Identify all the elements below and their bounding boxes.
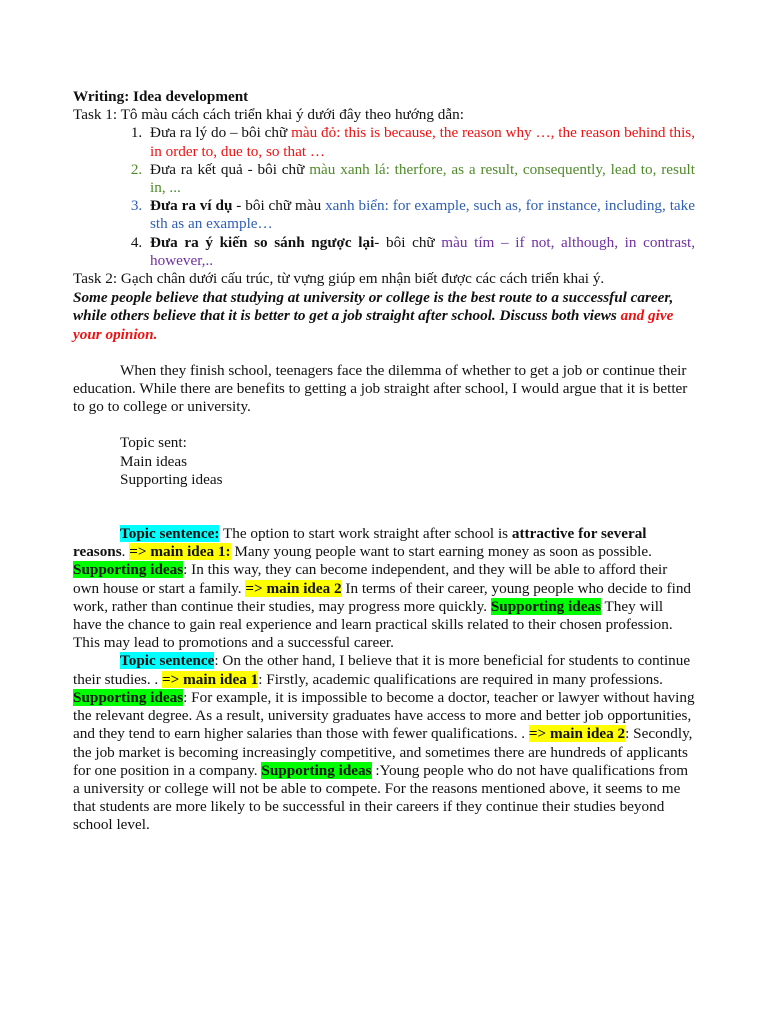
color-guide-list (73, 124, 695, 270)
document-content (73, 88, 695, 835)
item-lead: - bôi chữ màu (232, 197, 326, 215)
prompt-red: and give your opinion. (73, 307, 674, 343)
item-colored-text: màu tím – if not, although, in contrast, however,.. (150, 233, 695, 269)
task2-instruction: Task 2: Gạch chân dưới cấu trúc, từ vựng giúp em nhận biết được các cách triển khai ý. (73, 270, 605, 288)
main-idea-label: => main idea 1 (162, 670, 259, 688)
note-line: Topic sent: (120, 434, 187, 452)
item-colored-text: màu xanh lá: therfore, as a result, consequently, lead to, result in, ... (150, 160, 695, 197)
list-item-reason (146, 124, 695, 160)
notes-block (73, 434, 695, 489)
intro-paragraph: When they finish school, teenagers face the dilemma of whether to get a job or continue their education. While there are benefits to getting a job straight after school, I would argue that it is better to go to college or university. (73, 361, 688, 416)
document-title: Writing: Idea development (73, 88, 249, 105)
topic-sentence-label: Topic sentence: (120, 525, 220, 543)
list-item-example (146, 197, 695, 233)
supporting-ideas-label: Supporting ideas (490, 597, 601, 615)
item-lead-bold: Đưa ra ví dụ (150, 197, 233, 215)
note-line: Supporting ideas (120, 470, 223, 488)
item-lead-bold: Đưa ra ý kiến so sánh ngược lại (150, 233, 375, 251)
prompt-main: Some people believe that studying at university or college is the best route to a successful career, while others believe that it is better to get a job straight after school. Discuss both views (73, 289, 674, 325)
list-item-result (146, 161, 695, 197)
supporting-ideas-label: Supporting ideas (73, 688, 184, 706)
note-line: Main ideas (120, 452, 188, 470)
supporting-ideas-label: Supporting ideas (73, 561, 184, 579)
main-idea-label: => main idea 2 (245, 579, 342, 597)
task1-instruction: Task 1: Tô màu cách cách triển khai ý dưới đây theo hướng dẫn: (73, 106, 464, 124)
item-lead: Đưa ra kết quả - bôi chữ (150, 160, 310, 178)
main-idea-label: => main idea 1: (129, 543, 231, 561)
body-paragraph-1: Topic sentence: The option to start work straight after school is attractive for several reasons. => main idea 1: Many young people want to start earning money as soon as possible. Supporting ideas: In this way, they can become independent, and they will be able to afford their own house or start a family. => main idea 2 In terms of their career, young people who decide to find work, rather than continue their studies, may progress more quickly. Supporting ideas They will have the chance to gain real experience and learn practical skills related to their chosen profession. This may lead to promotions and a successful career. (73, 525, 692, 652)
item-colored-text: màu đỏ: this is because, the reason why …, the reason behind this, in order to, due to, so that … (150, 124, 695, 160)
essay-prompt (73, 289, 695, 344)
item-colored-text: xanh biển: for example, such as, for instance, including, take sth as an example… (150, 197, 695, 233)
main-idea-label: => main idea 2 (528, 725, 626, 743)
topic-sentence-label: Topic sentence (120, 652, 215, 670)
item-lead: Đưa ra lý do – bôi chữ (150, 124, 292, 142)
supporting-ideas-label: Supporting ideas (261, 761, 372, 779)
body-paragraph-2: Topic sentence: On the other hand, I believe that it is more beneficial for students to continue their studies. . => main idea 1: Firstly, academic qualifications are required in many professions. Supporting ideas: For example, it is impossible to become a doctor, teacher or lawyer without having the relevant degree. As a result, university graduates have access to more and better job opportunities, and they tend to earn higher salaries than those with fewer qualifications. . => main idea 2: Secondly, the job market is becoming increasingly competitive, and sometimes there are hundreds of applicants for one position in a company. Supporting ideas :Young people who do not have qualifications from a university or college will not be able to compete. For the reasons mentioned above, it seems to me that students are more likely to be successful in their careers if they continue their studies beyond school level. (73, 652, 695, 834)
list-item-contrast (146, 234, 695, 270)
key-phrase: attractive for several reasons (73, 525, 647, 561)
item-lead: - bôi chữ (374, 233, 442, 251)
